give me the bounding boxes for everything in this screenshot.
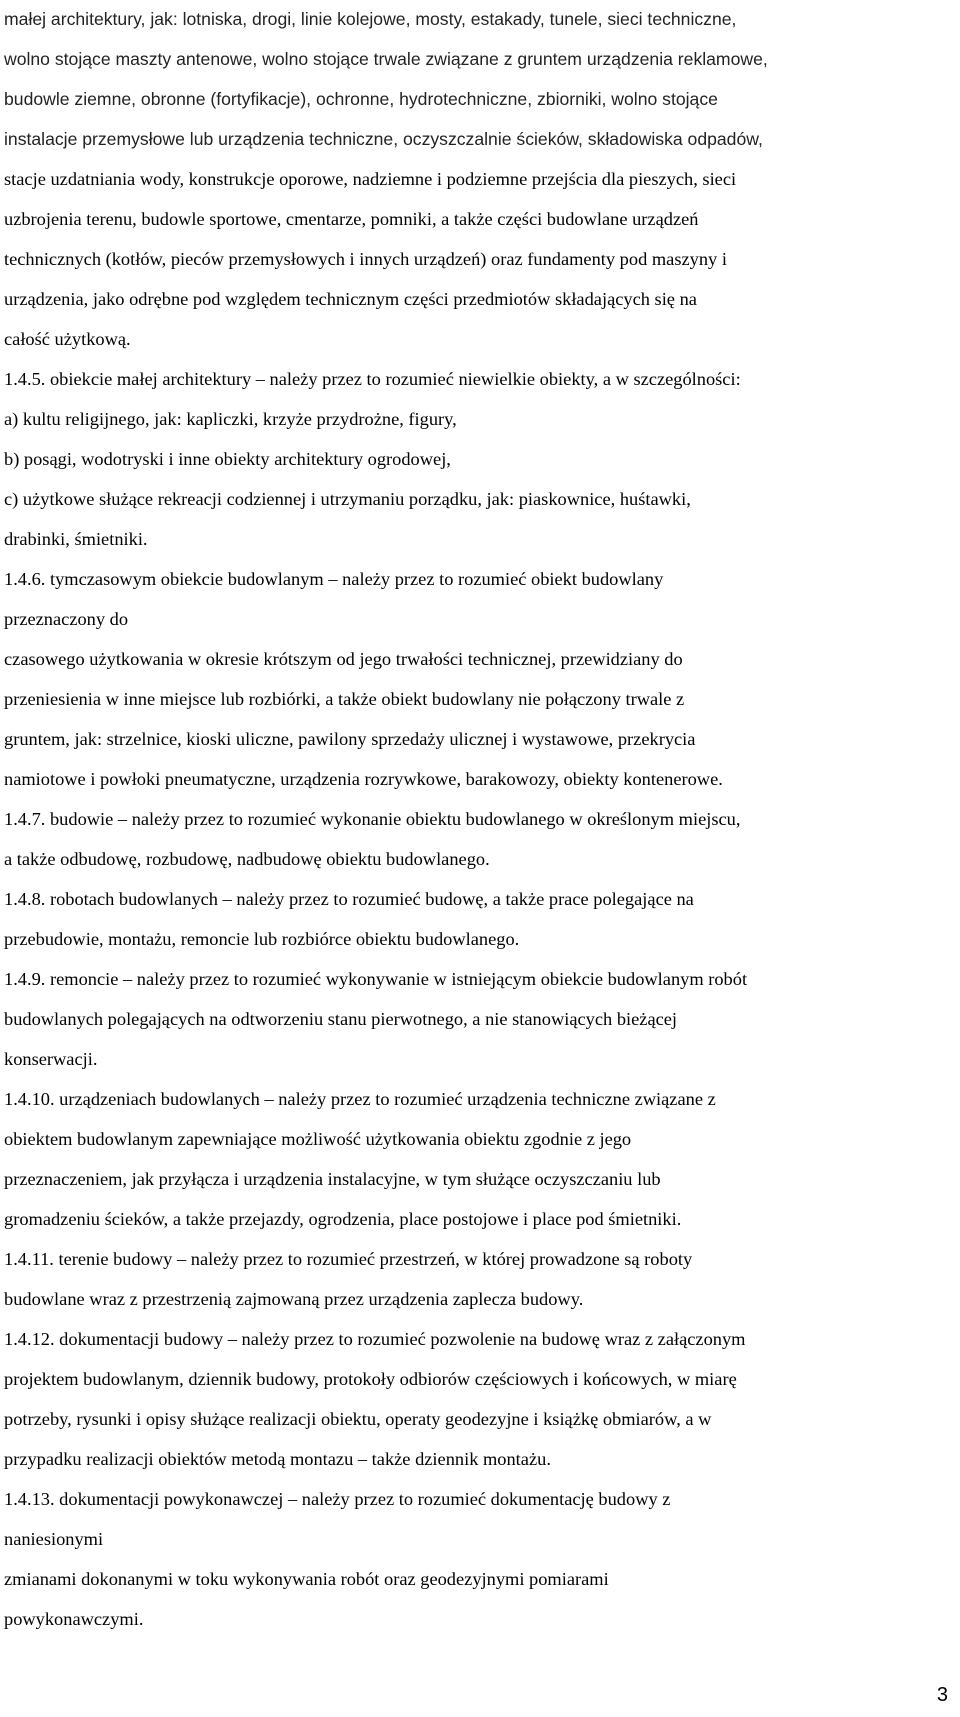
text-line: gromadzeniu ścieków, a także przejazdy, ogrodzenia, place postojowe i place pod śmietniki.	[4, 1209, 682, 1229]
text-line: 1.4.12. dokumentacji budowy – należy przez to rozumieć pozwolenie na budowę wraz z załączonym	[4, 1329, 746, 1349]
text-line: wolno stojące maszty antenowe, wolno stojące trwale związane z gruntem urządzenia reklamowe,	[4, 49, 768, 69]
text-line: całość użytkową.	[4, 329, 131, 349]
text-line: stacje uzdatniania wody, konstrukcje oporowe, nadziemne i podziemne przejścia dla pieszych, sieci	[4, 169, 737, 189]
text-line: przypadku realizacji obiektów metodą montazu – także dziennik montażu.	[4, 1449, 551, 1469]
text-line: a także odbudowę, rozbudowę, nadbudowę obiektu budowlanego.	[4, 849, 490, 869]
text-line: przeniesienia w inne miejsce lub rozbiórki, a także obiekt budowlany nie połączony trwale z	[4, 689, 685, 709]
text-line: budowle ziemne, obronne (fortyfikacje), ochronne, hydrotechniczne, zbiorniki, wolno stojące	[4, 89, 718, 109]
text-line: budowlane wraz z przestrzenią zajmowaną przez urządzenia zaplecza budowy.	[4, 1289, 584, 1309]
text-line: technicznych (kotłów, pieców przemysłowych i innych urządzeń) oraz fundamenty pod maszyny i	[4, 249, 727, 269]
text-line: konserwacji.	[4, 1049, 98, 1069]
text-line: 1.4.6. tymczasowym obiekcie budowlanym – należy przez to rozumieć obiekt budowlany	[4, 569, 664, 589]
text-line: namiotowe i powłoki pneumatyczne, urządzenia rozrywkowe, barakowozy, obiekty kontenerowe.	[4, 769, 723, 789]
text-line: 1.4.8. robotach budowlanych – należy przez to rozumieć budowę, a także prace polegające na	[4, 889, 694, 909]
text-line: małej architektury, jak: lotniska, drogi, linie kolejowe, mosty, estakady, tunele, sieci techniczne,	[4, 9, 737, 29]
text-line: 1.4.11. terenie budowy – należy przez to rozumieć przestrzeń, w której prowadzone są roboty	[4, 1249, 693, 1269]
text-line: przeznaczeniem, jak przyłącza i urządzenia instalacyjne, w tym służące oczyszczaniu lub	[4, 1169, 661, 1189]
text-line: budowlanych polegających na odtworzeniu stanu pierwotnego, a nie stanowiących bieżącej	[4, 1009, 678, 1029]
text-line: b) posągi, wodotryski i inne obiekty architektury ogrodowej,	[4, 449, 451, 469]
text-line: 1.4.5. obiekcie małej architektury – należy przez to rozumieć niewielkie obiekty, a w szczególności:	[4, 369, 741, 389]
text-line: 1.4.13. dokumentacji powykonawczej – należy przez to rozumieć dokumentację budowy z	[4, 1489, 671, 1509]
text-line: uzbrojenia terenu, budowle sportowe, cmentarze, pomniki, a także części budowlane urządzeń	[4, 209, 699, 229]
text-line: 1.4.10. urządzeniach budowlanych – należy przez to rozumieć urządzenia techniczne związane z	[4, 1089, 716, 1109]
text-line: gruntem, jak: strzelnice, kioski uliczne, pawilony sprzedaży ulicznej i wystawowe, przekrycia	[4, 729, 696, 749]
text-line: a) kultu religijnego, jak: kapliczki, krzyże przydrożne, figury,	[4, 409, 457, 429]
text-line: projektem budowlanym, dziennik budowy, protokoły odbiorów częściowych i końcowych, w miarę	[4, 1369, 737, 1389]
text-line: naniesionymi	[4, 1529, 104, 1549]
page-number: 3	[936, 1684, 948, 1706]
text-line: przebudowie, montażu, remoncie lub rozbiórce obiektu budowlanego.	[4, 929, 520, 949]
text-line: 1.4.7. budowie – należy przez to rozumieć wykonanie obiektu budowlanego w określonym miejscu,	[4, 809, 741, 829]
text-line: powykonawczymi.	[4, 1609, 144, 1629]
text-line: drabinki, śmietniki.	[4, 529, 148, 549]
text-line: potrzeby, rysunki i opisy służące realizacji obiektu, operaty geodezyjne i książkę obmiarów, a w	[4, 1409, 712, 1429]
text-line: czasowego użytkowania w okresie krótszym od jego trwałości technicznej, przewidziany do	[4, 649, 683, 669]
text-line: przeznaczony do	[4, 609, 129, 629]
text-line: c) użytkowe służące rekreacji codziennej i utrzymaniu porządku, jak: piaskownice, huśtawki,	[4, 489, 691, 509]
text-line: obiektem budowlanym zapewniające możliwość użytkowania obiektu zgodnie z jego	[4, 1129, 632, 1149]
text-line: zmianami dokonanymi w toku wykonywania robót oraz geodezyjnymi pomiarami	[4, 1569, 609, 1589]
text-line: instalacje przemysłowe lub urządzenia techniczne, oczyszczalnie ścieków, składowiska odpadów,	[4, 129, 763, 149]
text-line: urządzenia, jako odrębne pod względem technicznym części przedmiotów składających się na	[4, 289, 697, 309]
text-line: 1.4.9. remoncie – należy przez to rozumieć wykonywanie w istniejącym obiekcie budowlanym robót	[4, 969, 748, 989]
